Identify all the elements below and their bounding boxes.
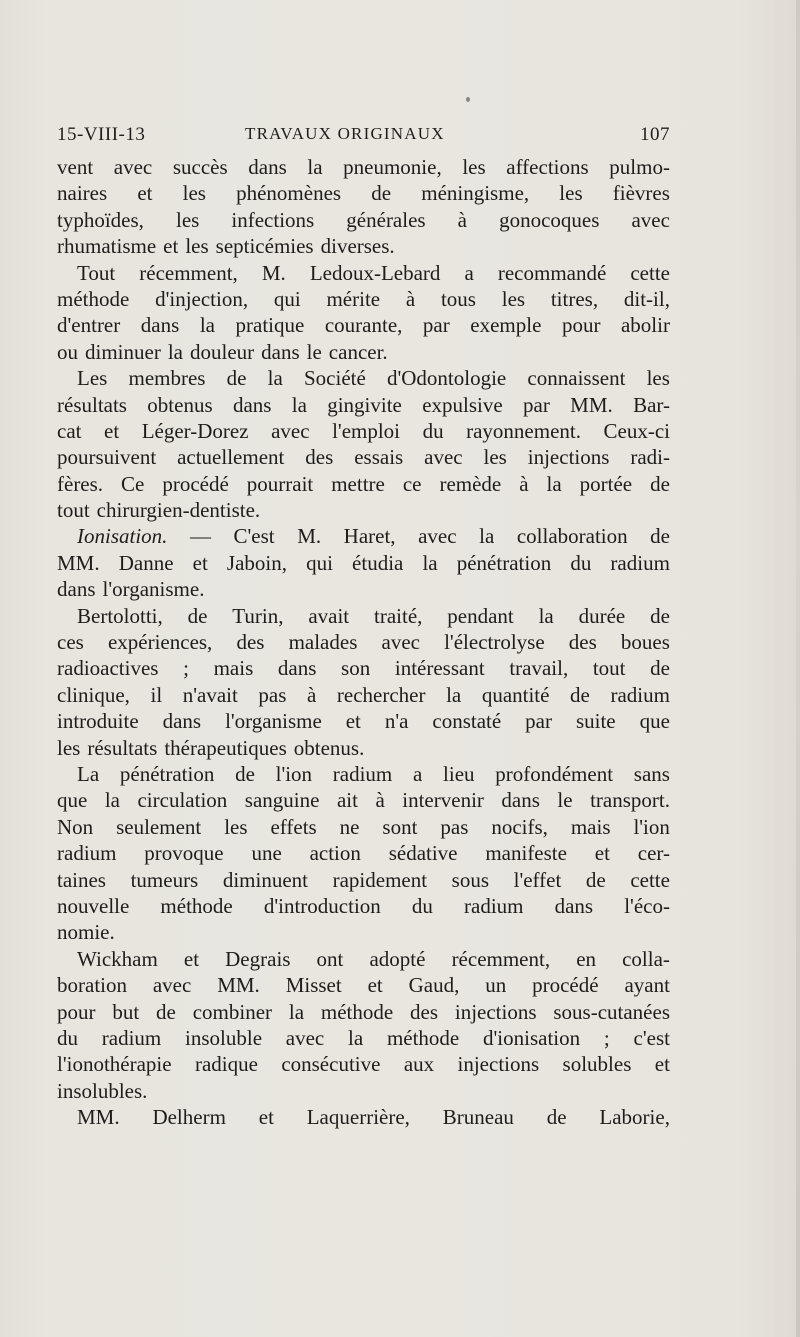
text-line: rhumatisme et les septicémies diverses.	[57, 234, 395, 259]
header-title: TRAVAUX ORIGINAUX	[245, 124, 445, 143]
text-line: boration avec MM. Misset et Gaud, un procédé ayant	[57, 973, 670, 998]
text-line: ces expériences, des malades avec l'électrolyse des boues	[57, 630, 670, 655]
text-line: typhoïdes, les infections générales à gonocoques avec	[57, 207, 670, 232]
text-line: pour but de combiner la méthode des injections sous-cutanées	[57, 999, 670, 1024]
page-number: 107	[640, 124, 670, 145]
text-line: d'entrer dans la pratique courante, par exemple pour abolir	[57, 313, 670, 338]
header-date: 15-VIII-13	[57, 124, 146, 145]
text-line: l'ionothérapie radique consécutive aux injections solubles et	[57, 1052, 670, 1077]
text-line: Ionisation. — C'est M. Haret, avec la collaboration de	[77, 524, 670, 549]
text-line: radioactives ; mais dans son intéressant travail, tout de	[57, 656, 670, 681]
text-line: radium provoque une action sédative manifeste et cer-	[57, 841, 670, 866]
text-line: nomie.	[57, 920, 115, 945]
text-line: vent avec succès dans la pneumonie, les affections pulmo-	[57, 155, 670, 179]
text-line: méthode d'injection, qui mérite à tous les titres, dit-il,	[57, 286, 670, 311]
text-line: Bertolotti, de Turin, avait traité, pendant la durée de	[77, 603, 670, 628]
text-line: que la circulation sanguine ait à intervenir dans le transport.	[57, 788, 670, 813]
text-line: Tout récemment, M. Ledoux-Lebard a recommandé cette	[77, 260, 670, 285]
text-line: Non seulement les effets ne sont pas nocifs, mais l'ion	[57, 814, 670, 839]
text-line: La pénétration de l'ion radium a lieu profondément sans	[77, 761, 670, 786]
text-line: les résultats thérapeutiques obtenus.	[57, 735, 365, 760]
text-line: Les membres de la Société d'Odontologie connaissent les	[77, 366, 670, 391]
text-line: insolubles.	[57, 1078, 148, 1103]
text-line: ou diminuer la douleur dans le cancer.	[57, 339, 388, 364]
text-line: cat et Léger-Dorez avec l'emploi du rayonnement. Ceux-ci	[57, 418, 670, 443]
text-line: du radium insoluble avec la méthode d'ionisation ; c'est	[57, 1025, 670, 1050]
text-line: fères. Ce procédé pourrait mettre ce remède à la portée de	[57, 471, 670, 496]
text-line: naires et les phénomènes de méningisme, les fièvres	[57, 181, 670, 206]
text-line: MM. Danne et Jaboin, qui étudia la pénétration du radium	[57, 550, 670, 575]
running-header	[57, 124, 670, 152]
text-line: Wickham et Degrais ont adopté récemment, en colla-	[77, 946, 670, 971]
text-line: nouvelle méthode d'introduction du radium dans l'éco-	[57, 893, 670, 918]
text-line: introduite dans l'organisme et n'a constaté par suite que	[57, 709, 670, 734]
text-line: poursuivent actuellement des essais avec les injections radi-	[57, 445, 670, 470]
ink-speck	[466, 97, 470, 102]
text-line: dans l'organisme.	[57, 577, 205, 602]
body-text	[57, 154, 670, 1130]
text-line: taines tumeurs diminuent rapidement sous l'effet de cette	[57, 867, 670, 892]
text-line: résultats obtenus dans la gingivite expulsive par MM. Bar-	[57, 392, 670, 417]
text-line: clinique, il n'avait pas à rechercher la quantité de radium	[57, 682, 670, 707]
page-edge	[796, 0, 800, 1337]
text-line: tout chirurgien-dentiste.	[57, 498, 261, 523]
text-line: MM. Delherm et Laquerrière, Bruneau de Laborie,	[77, 1105, 670, 1130]
